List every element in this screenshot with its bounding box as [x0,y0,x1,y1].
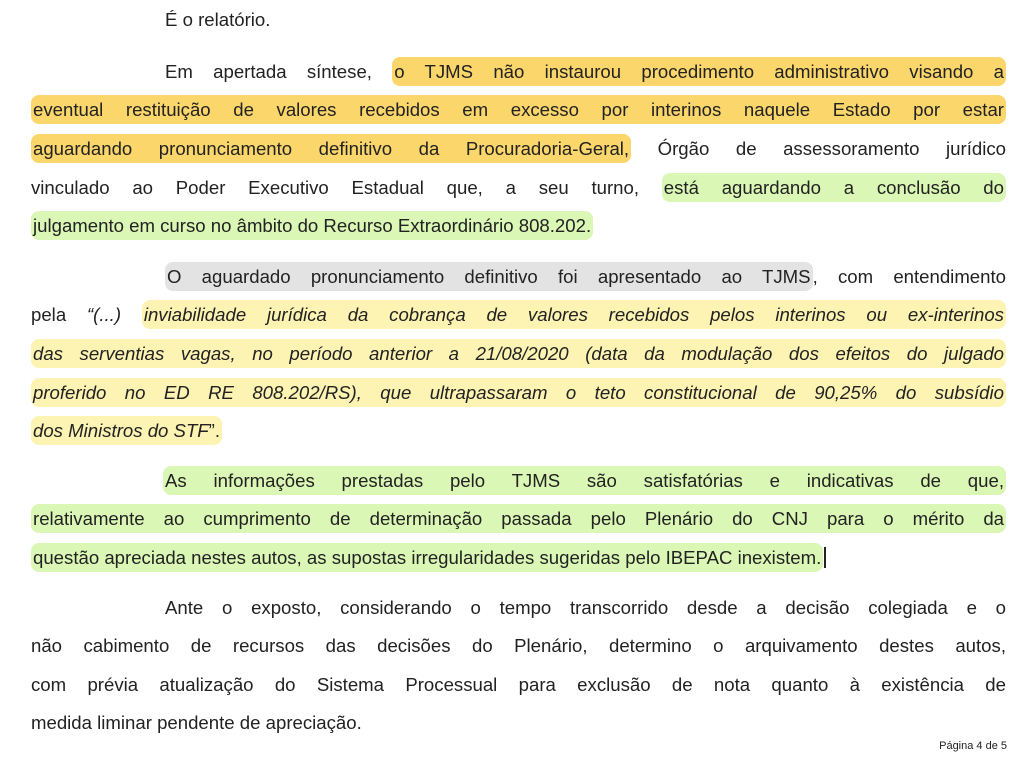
highlight-orange-2: eventual restituição de valores recebidos em excesso por interinos naquele Estado por estar [31,95,1006,124]
page-number: Página 4 de 5 [939,740,1007,752]
highlight-yellow-4: dos Ministros do STF”. [31,416,222,445]
text-line: O aguardado pronunciamento definitivo foi apresentado ao TJMS , com entendimento [31,257,1006,296]
paragraph-relatorio [31,0,1006,39]
quote-open: “(...) [86,304,122,325]
text-cursor [824,547,826,568]
text-line [31,499,1006,538]
highlight-yellow-1: inviabilidade jurídica da cobrança de valores recebidos pelos interinos ou ex-interinos [142,300,1006,329]
text-line [31,206,1006,245]
text-line [31,538,1006,577]
highlight-yellow-3: proferido no ED RE 808.202/RS), que ultrapassaram o teto constitucional de 90,25% do subsídio [31,378,1006,407]
text-line [31,373,1006,412]
highlight-green-2: julgamento em curso no âmbito do Recurso Extraordinário 808.202. [31,211,593,240]
highlight-orange-1: o TJMS não instaurou procedimento administrativo visando a [392,57,1006,86]
highlight-green-5: questão apreciada nestes autos, as supostas irregularidades sugeridas pelo IBEPAC inexistem. [31,543,823,572]
text-line [31,334,1006,373]
highlight-yellow-2: das serventias vagas, no período anterior a 21/08/2020 (data da modulação dos efeitos do julgado [31,339,1006,368]
text-line: aguardando pronunciamento definitivo da Procuradoria-Geral, Órgão de assessoramento jurídico [31,129,1006,168]
text-line: medida liminar pendente de apreciação. [31,712,362,733]
text-line [31,461,1006,500]
text-line: pela “(...) inviabilidade jurídica da cobrança de valores recebidos pelos interinos ou ex-interinos [31,295,1006,334]
text-line: Ante o exposto, considerando o tempo transcorrido desde a decisão colegiada e o [165,597,1006,618]
text-line: com prévia atualização do Sistema Processual para exclusão de nota quanto à existência de [31,674,1006,695]
paragraph-1-text: É o relatório. [165,9,271,30]
highlight-green-3: As informações prestadas pelo TJMS são satisfatórias e indicativas de que, [163,466,1006,495]
paragraph-2-intro: Em apertada síntese, [165,61,393,82]
text-line [31,90,1006,129]
highlight-orange-3: aguardando pronunciamento definitivo da Procuradoria-Geral, [31,134,631,163]
text-line [31,411,1006,450]
text-line [31,52,1006,91]
highlight-gray: O aguardado pronunciamento definitivo foi apresentado ao TJMS [165,262,813,291]
text-line: vinculado ao Poder Executivo Estadual que, a seu turno, está aguardando a conclusão do [31,168,1006,207]
text-line: não cabimento de recursos das decisões do Plenário, determino o arquivamento destes autos, [31,635,1006,656]
highlight-green-4: relativamente ao cumprimento de determinação passada pelo Plenário do CNJ para o mérito da [31,504,1006,533]
highlight-green-1: está aguardando a conclusão do [662,173,1006,202]
document-page [31,0,1006,767]
